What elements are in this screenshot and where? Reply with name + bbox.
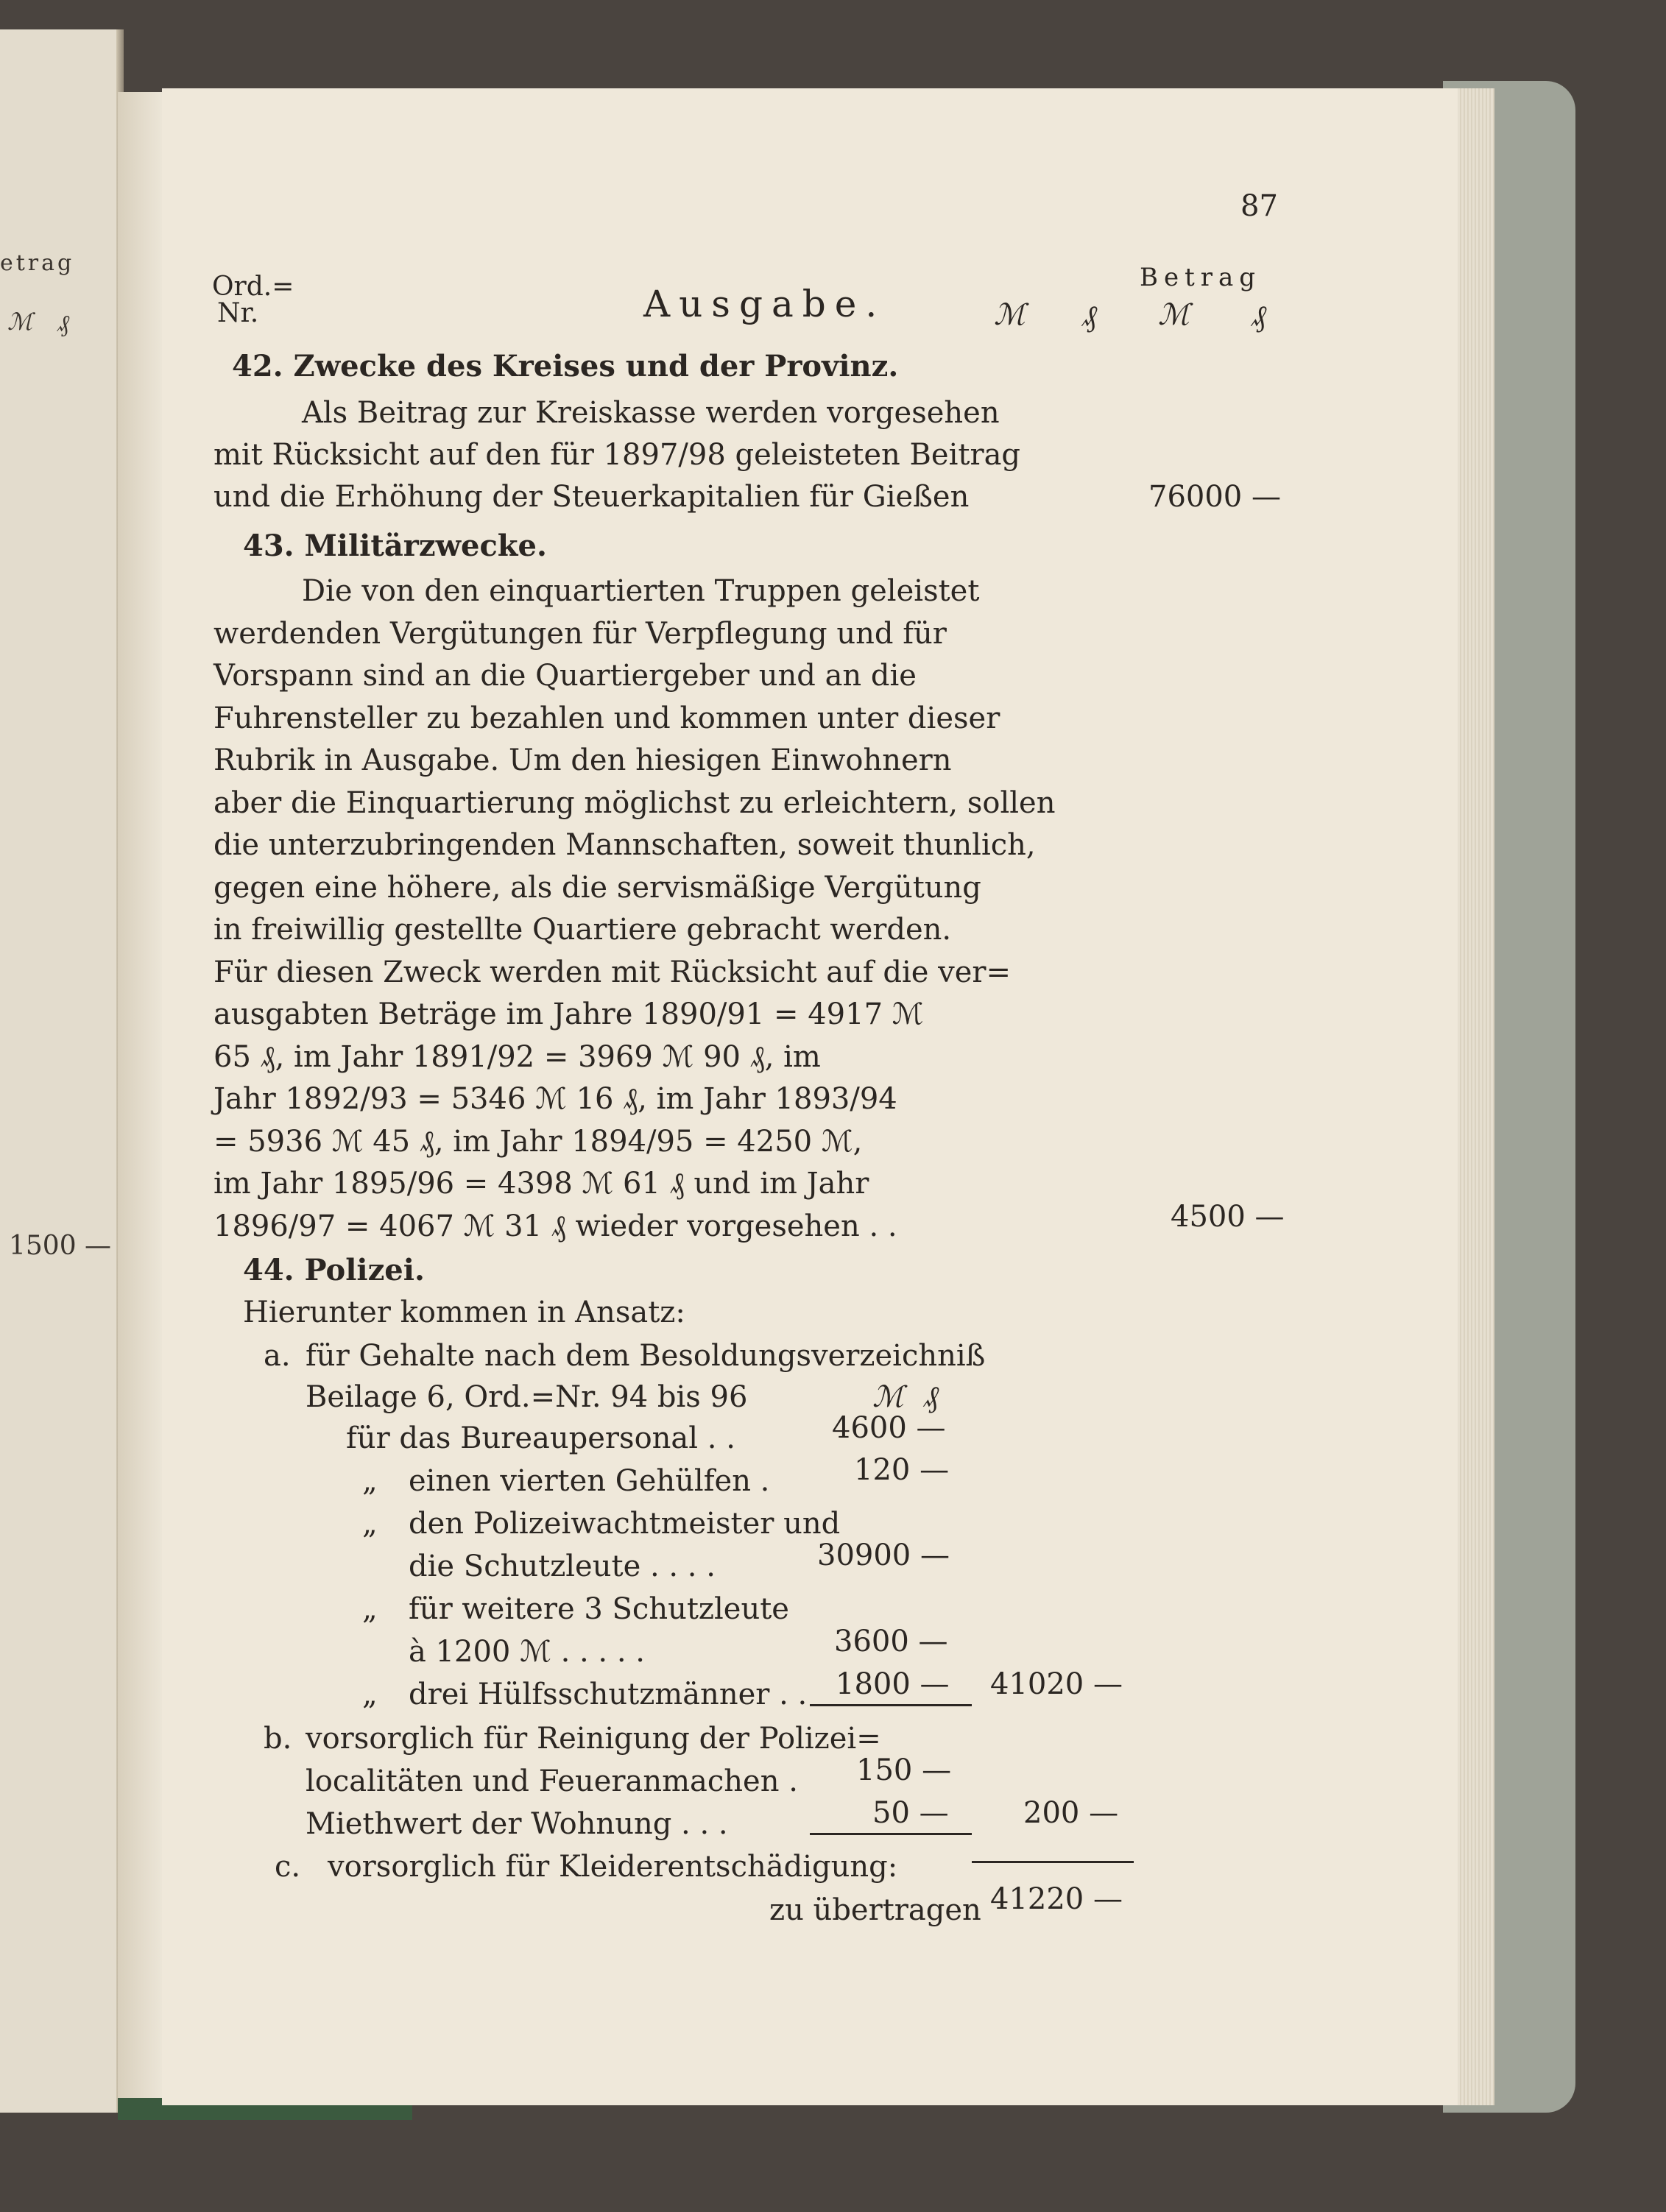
subtotal-rule bbox=[810, 1704, 972, 1706]
betrag-label: Betrag bbox=[1140, 263, 1262, 292]
sec43-line-10: Für diesen Zweck werden mit Rücksicht auf die ver= bbox=[213, 955, 1012, 989]
sec43-line-11: ausgabten Beträge im Jahre 1890/91 = 4917 ℳ bbox=[213, 997, 924, 1031]
sec43-line-6: aber die Einquartierung möglichst zu erleichtern, sollen bbox=[213, 786, 1056, 820]
sec43-line-5: Rubrik in Ausgabe. Um den hiesigen Einwohnern bbox=[213, 743, 952, 777]
sec42-line-1: Als Beitrag zur Kreiskasse werden vorgesehen bbox=[302, 396, 1000, 430]
sec44-a-label: a. bbox=[264, 1339, 291, 1373]
sec43-line-8: gegen eine höhere, als die servismäßige Vergütung bbox=[213, 871, 981, 905]
sec42-line-3: und die Erhöhung der Steuerkapitalien für Gießen bbox=[213, 480, 970, 514]
sec42-line-2: mit Rücksicht auf den für 1897/98 geleisteten Beitrag bbox=[213, 438, 1021, 472]
sec44-b-amount-2: 50 — bbox=[872, 1796, 949, 1830]
document-page bbox=[162, 88, 1458, 2105]
facing-betrag-label: etrag bbox=[0, 250, 75, 276]
sec44-item-7: drei Hülfsschutzmänner . . bbox=[409, 1678, 808, 1711]
sec44-b-line-3: Miethwert der Wohnung . . . bbox=[306, 1807, 728, 1841]
sec43-line-3: Vorspann sind an die Quartiergeber und an die bbox=[213, 659, 917, 693]
carry-forward-amount: 41220 — bbox=[990, 1882, 1123, 1916]
ditto-mark: „ bbox=[362, 1592, 378, 1626]
sec44-intro: Hierunter kommen in Ansatz: bbox=[243, 1296, 685, 1329]
sec44-item-6: à 1200 ℳ . . . . . bbox=[409, 1635, 645, 1669]
sec44-item-1: für das Bureaupersonal . . bbox=[346, 1421, 735, 1455]
sec44-heading: 44. Polizei. bbox=[243, 1253, 425, 1287]
sec43-heading: 43. Militärzwecke. bbox=[243, 529, 547, 563]
facing-pf-header: ₰ bbox=[57, 309, 69, 337]
carry-forward-label: zu übertragen bbox=[769, 1893, 981, 1927]
sec44-item-2-amount: 120 — bbox=[854, 1453, 950, 1487]
nr-label: Nr. bbox=[217, 298, 259, 328]
sec44-item-1-amount: 4600 — bbox=[832, 1411, 946, 1445]
sec44-item-5: für weitere 3 Schutzleute bbox=[409, 1592, 789, 1626]
col1-pf-header: ₰ bbox=[1082, 300, 1097, 333]
sec44-item-3: den Polizeiwachtmeister und bbox=[409, 1507, 841, 1541]
sec42-heading: 42. Zwecke des Kreises und der Provinz. bbox=[232, 349, 899, 384]
sec44-b-amount-1: 150 — bbox=[856, 1753, 952, 1787]
facing-mark-header: ℳ bbox=[7, 308, 33, 336]
col2-pf-header: ₰ bbox=[1252, 300, 1266, 333]
sec42-amount: 76000 — bbox=[1148, 480, 1281, 514]
sec43-line-16: 1896/97 = 4067 ℳ 31 ₰ wieder vorgesehen . . bbox=[213, 1209, 897, 1243]
ditto-mark: „ bbox=[362, 1464, 378, 1498]
sec44-c-line: vorsorglich für Kleiderentschädigung: bbox=[328, 1850, 898, 1884]
ord-label: Ord.= bbox=[212, 272, 294, 302]
sec43-line-4: Fuhrensteller zu bezahlen und kommen unter dieser bbox=[213, 702, 1000, 735]
sec44-b-line-2: localitäten und Feueranmachen . bbox=[306, 1764, 798, 1798]
page-number: 87 bbox=[1240, 189, 1278, 223]
sec44-item-4-amount: 30900 — bbox=[817, 1538, 950, 1572]
facing-amount: 1500 — bbox=[9, 1231, 112, 1261]
sec44-b-label: b. bbox=[264, 1722, 292, 1756]
sec44-a-total: 41020 — bbox=[990, 1667, 1123, 1701]
sub-pf-header: ₰ bbox=[924, 1380, 939, 1414]
sec44-item-4: die Schutzleute . . . . bbox=[409, 1550, 716, 1583]
sec43-line-15: im Jahr 1895/96 = 4398 ℳ 61 ₰ und im Jahr bbox=[213, 1167, 869, 1201]
sec43-amount: 4500 — bbox=[1171, 1200, 1285, 1234]
sec43-line-1: Die von den einquartierten Truppen geleistet bbox=[302, 574, 980, 608]
sec44-item-6-amount: 3600 — bbox=[834, 1625, 948, 1658]
sec44-item-7-amount: 1800 — bbox=[836, 1667, 950, 1701]
sec43-line-14: = 5936 ℳ 45 ₰, im Jahr 1894/95 = 4250 ℳ, bbox=[213, 1125, 863, 1159]
sec44-a-line-1: für Gehalte nach dem Besoldungsverzeichniß bbox=[306, 1339, 986, 1373]
subtotal-rule bbox=[810, 1833, 972, 1835]
sec44-item-2: einen vierten Gehülfen . bbox=[409, 1464, 770, 1498]
sec43-line-7: die unterzubringenden Mannschaften, soweit thunlich, bbox=[213, 828, 1036, 862]
sec44-c-label: c. bbox=[275, 1850, 301, 1884]
sec44-a-line-2: Beilage 6, Ord.=Nr. 94 bis 96 bbox=[306, 1380, 748, 1414]
ditto-mark: „ bbox=[362, 1678, 378, 1711]
sub-mark-header: ℳ bbox=[872, 1380, 904, 1414]
sec44-b-line-1: vorsorglich für Reinigung der Polizei= bbox=[306, 1722, 881, 1756]
section-title: Ausgabe. bbox=[643, 283, 886, 325]
col2-mark-header: ℳ bbox=[1158, 298, 1190, 332]
facing-page bbox=[0, 29, 119, 2113]
sec43-line-13: Jahr 1892/93 = 5346 ℳ 16 ₰, im Jahr 1893/94 bbox=[213, 1082, 897, 1116]
sec43-line-2: werdenden Vergütungen für Verpflegung und für bbox=[213, 617, 947, 651]
sec43-line-9: in freiwillig gestellte Quartiere gebracht werden. bbox=[213, 913, 952, 947]
total-rule bbox=[972, 1861, 1134, 1863]
ditto-mark: „ bbox=[362, 1507, 378, 1541]
col1-mark-header: ℳ bbox=[994, 298, 1026, 332]
sec43-line-12: 65 ₰, im Jahr 1891/92 = 3969 ℳ 90 ₰, im bbox=[213, 1040, 821, 1074]
sec44-b-total: 200 — bbox=[1023, 1796, 1119, 1830]
